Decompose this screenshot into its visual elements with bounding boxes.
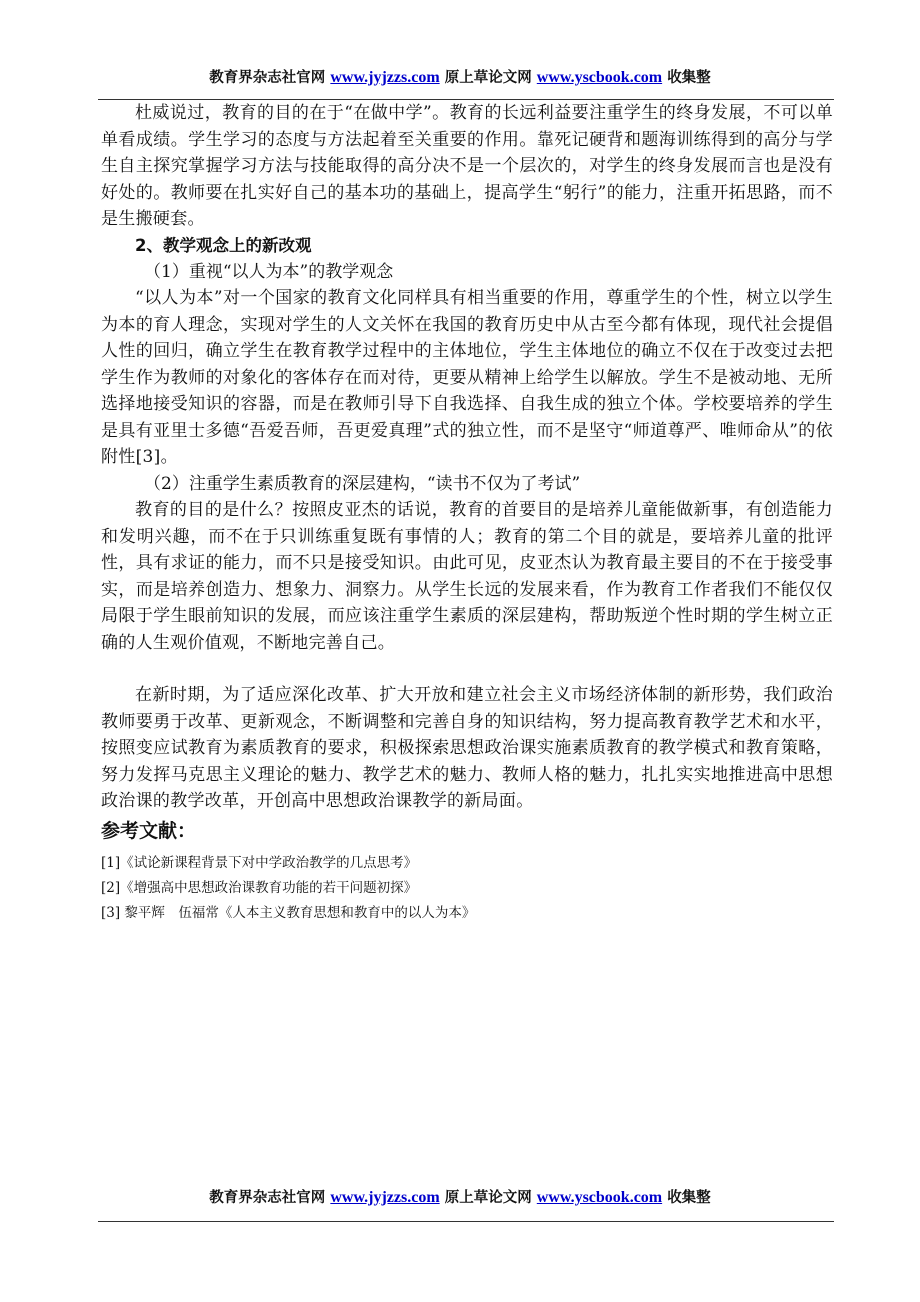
header-site2-label: 原上草论文网 [444,70,532,86]
page-footer [0,1186,920,1207]
header-site1-label: 教育界杂志社官网 [209,70,326,86]
paragraph-people-oriented: “以人为本”对一个国家的教育文化同样具有相当重要的作用，尊重学生的个性，树立以学生为本的育人理念，实现对学生的人文关怀在我国的教育历史中从古至今都有体现，现代社会提倡人性的回归，确立学生在教育教学过程中的主体地位，学生主体地位的确立不仅在于改变过去把学生作为教师的对象化的客体存在而对待，更要从精神上给学生以解放。学生不是被动地、无所选择地接受知识的容器，而是在教师引导下自我选择、自我生成的独立个体。学校要培养的学生是具有亚里士多德“吾爱吾师，吾更爱真理”式的独立性，而不是坚守“师道尊严、唯师命从”的依附性[3]。 [101,288,833,467]
reference-item-3: [3] 黎平辉 伍福常《人本主义教育思想和教育中的以人为本》 [101,905,476,921]
subheading-2: （2）注重学生素质教育的深层建构，“读书不仅为了考试” [144,473,581,494]
main-content [101,100,833,815]
reference-item-2: [2]《增强高中思想政治课教育功能的若干问题初探》 [101,880,418,896]
header-site2-link[interactable]: www.yscbook.com [536,69,663,86]
footer-site1-label: 教育界杂志社官网 [209,1190,326,1206]
header-suffix: 收集整 [667,70,711,86]
subheading-1: （1）重视“以人为本”的教学观念 [144,261,394,282]
footer-suffix: 收集整 [667,1190,711,1206]
reference-item-1: [1]《试论新课程背景下对中学政治教学的几点思考》 [101,855,418,871]
footer-rule [98,1221,834,1222]
footer-site2-label: 原上草论文网 [444,1190,532,1206]
paragraph-dewey: 杜威说过，教育的目的在于“在做中学”。教育的长远利益要注重学生的终身发展，不可以单单看成绩。学生学习的态度与方法起着至关重要的作用。靠死记硬背和题海训练得到的高分与学生自主探究掌握学习方法与技能取得的高分决不是一个层次的，对学生的终身发展而言也是没有好处的。教师要在扎实好自己的基本功的基础上，提高学生“躬行”的能力，注重开拓思路，而不是生搬硬套。 [101,103,833,229]
paragraph-conclusion: 在新时期，为了适应深化改革、扩大开放和建立社会主义市场经济体制的新形势，我们政治教师要勇于改革、更新观念，不断调整和完善自身的知识结构，努力提高教育教学艺术和水平，按照变应试教育为素质教育的要求，积极探索思想政治课实施素质教育的教学模式和教育策略，努力发挥马克思主义理论的魅力、教学艺术的魅力、教师人格的魅力，扎扎实实地推进高中思想政治课的教学改革，开创高中思想政治课教学的新局面。 [101,685,833,811]
paragraph-piaget: 教育的目的是什么？按照皮亚杰的话说，教育的首要目的是培养儿童能做新事，有创造能力和发明兴趣，而不在于只训练重复既有事情的人；教育的第二个目的就是，要培养儿童的批评性，具有求证的能力，而不只是接受知识。由此可见，皮亚杰认为教育最主要目的不在于接受事实，而是培养创造力、想象力、洞察力。从学生长远的发展来看，作为教育工作者我们不能仅仅局限于学生眼前知识的发展，而应该注重学生素质的深层建构，帮助叛逆个性时期的学生树立正确的人生观价值观，不断地完善自己。 [101,500,833,653]
footer-site1-link[interactable]: www.jyjzzs.com [330,1189,440,1206]
references-list [101,851,833,926]
paragraph-gap [101,656,833,682]
header-site1-link[interactable]: www.jyjzzs.com [330,69,440,86]
page-header [0,66,920,87]
footer-site2-link[interactable]: www.yscbook.com [536,1189,663,1206]
section-heading-2: 2、教学观念上的新改观 [135,235,312,255]
references-title: 参考文献： [101,820,197,842]
